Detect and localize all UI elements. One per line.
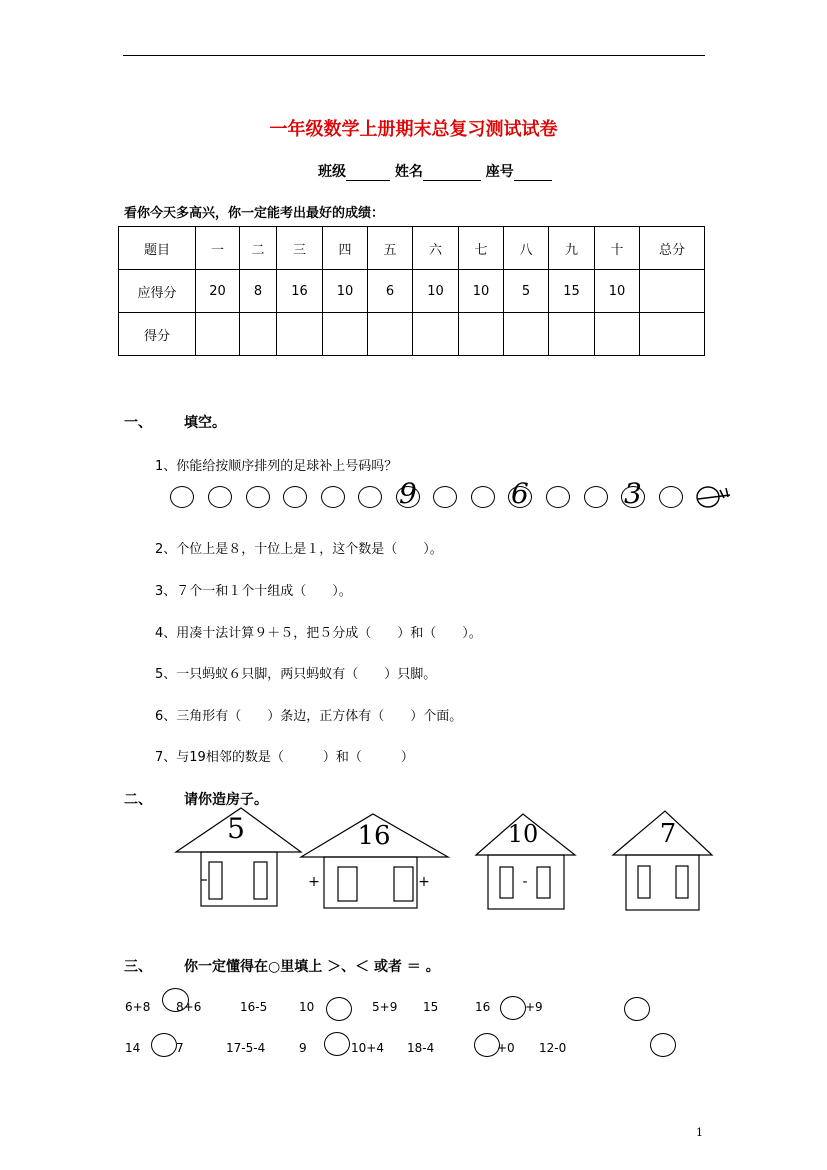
table-row-score bbox=[119, 313, 705, 356]
ball-partial-icon bbox=[694, 482, 734, 510]
compare-oval[interactable] bbox=[624, 997, 650, 1021]
compare-item: 12-0 bbox=[539, 1041, 567, 1055]
question-7: 7、与19相邻的数是（ ）和（ ） bbox=[155, 750, 414, 765]
ball-blank[interactable] bbox=[546, 486, 570, 508]
table-cell: 十 bbox=[595, 227, 640, 270]
ball-blank[interactable] bbox=[584, 486, 608, 508]
question-3: 3、７个一和１个十组成（ ）。 bbox=[155, 584, 352, 599]
student-info bbox=[318, 161, 552, 181]
ball-number: 6 bbox=[511, 477, 529, 510]
table-row-points bbox=[119, 270, 705, 313]
score-input-cell[interactable] bbox=[549, 313, 595, 356]
compare-oval[interactable] bbox=[324, 1032, 350, 1056]
ball-numbered bbox=[508, 477, 532, 510]
score-input-cell[interactable] bbox=[504, 313, 549, 356]
table-cell: 15 bbox=[549, 270, 595, 313]
page-number: 1 bbox=[696, 1126, 703, 1139]
class-label: 班级 bbox=[318, 164, 346, 180]
section1-number: 一、 bbox=[124, 415, 152, 431]
score-input-cell[interactable] bbox=[323, 313, 368, 356]
score-input-cell[interactable] bbox=[640, 313, 705, 356]
compare-item: 10 bbox=[299, 1000, 315, 1014]
score-input-cell[interactable] bbox=[368, 313, 413, 356]
section2-number: 二、 bbox=[124, 792, 152, 808]
table-cell: 九 bbox=[549, 227, 595, 270]
houses-figure bbox=[170, 800, 720, 915]
compare-item: 15 bbox=[423, 1000, 439, 1014]
header-rule bbox=[123, 55, 705, 56]
compare-item: +9 bbox=[525, 1000, 543, 1014]
ball-blank[interactable] bbox=[433, 486, 457, 508]
question-4: 4、用凑十法计算９＋５，把５分成（ ）和（ ）。 bbox=[155, 626, 482, 641]
ball-numbered bbox=[621, 477, 645, 510]
section3-title: 你一定懂得在○里填上 ＞、＜ 或者 ＝ 。 bbox=[184, 959, 440, 975]
table-cell: 20 bbox=[196, 270, 240, 313]
score-input-cell[interactable] bbox=[196, 313, 240, 356]
house-number: 16 bbox=[357, 821, 391, 851]
compare-item: 5+9 bbox=[372, 1000, 398, 1014]
table-cell: 二 bbox=[240, 227, 277, 270]
question-2: 2、个位上是８，十位上是１，这个数是（ ）。 bbox=[155, 542, 443, 557]
compare-item: 18-4 bbox=[407, 1041, 435, 1055]
house-operator: - bbox=[522, 874, 528, 890]
ball-blank[interactable] bbox=[246, 486, 270, 508]
score-input-cell[interactable] bbox=[459, 313, 504, 356]
table-cell: 16 bbox=[277, 270, 323, 313]
table-cell: 三 bbox=[277, 227, 323, 270]
page-title: 一年级数学上册期末总复习测试试卷 bbox=[269, 119, 558, 140]
compare-oval[interactable] bbox=[650, 1033, 676, 1057]
question-1: 1、你能给按顺序排列的足球补上号码吗？ bbox=[155, 459, 398, 474]
table-cell: 10 bbox=[459, 270, 504, 313]
compare-item: +0 bbox=[497, 1041, 515, 1055]
compare-item: 7 bbox=[176, 1041, 184, 1055]
table-cell: 应得分 bbox=[119, 270, 196, 313]
table-cell: 八 bbox=[504, 227, 549, 270]
seat-label: 座号 bbox=[485, 164, 514, 180]
question-5: 5、一只蚂蚁６只脚，两只蚂蚁有（ ）只脚。 bbox=[155, 667, 437, 682]
section2-title: 请你造房子。 bbox=[184, 792, 268, 808]
table-cell: 题目 bbox=[119, 227, 196, 270]
ball-blank[interactable] bbox=[208, 486, 232, 508]
intro-text: 看你今天多高兴，你一定能考出最好的成绩： bbox=[124, 206, 385, 221]
score-input-cell[interactable] bbox=[413, 313, 459, 356]
table-cell: 10 bbox=[413, 270, 459, 313]
ball-numbered bbox=[396, 477, 420, 510]
score-input-cell[interactable] bbox=[240, 313, 277, 356]
table-cell: 6 bbox=[368, 270, 413, 313]
compare-item: 8+6 bbox=[176, 1000, 202, 1014]
table-cell: 总分 bbox=[640, 227, 705, 270]
name-blank[interactable] bbox=[423, 166, 481, 181]
ball-blank[interactable] bbox=[283, 486, 307, 508]
compare-item: 10+4 bbox=[351, 1041, 384, 1055]
compare-oval[interactable] bbox=[151, 1033, 177, 1057]
score-table bbox=[118, 226, 705, 356]
compare-item: 16-5 bbox=[240, 1000, 268, 1014]
compare-oval[interactable] bbox=[500, 996, 526, 1020]
ball-blank[interactable] bbox=[358, 486, 382, 508]
score-input-cell[interactable] bbox=[277, 313, 323, 356]
table-cell bbox=[640, 270, 705, 313]
house-number: 5 bbox=[227, 812, 245, 845]
ball-blank[interactable] bbox=[170, 486, 194, 508]
section1-title: 填空。 bbox=[184, 415, 226, 431]
compare-item: 6+8 bbox=[125, 1000, 151, 1014]
table-cell: 10 bbox=[595, 270, 640, 313]
house-number: 7 bbox=[659, 819, 677, 849]
table-cell: 8 bbox=[240, 270, 277, 313]
compare-item: 17-5-4 bbox=[226, 1041, 266, 1055]
house-operator: + bbox=[308, 874, 320, 890]
question-6: 6、三角形有（ ）条边，正方体有（ ）个面。 bbox=[155, 709, 463, 724]
table-cell: 得分 bbox=[119, 313, 196, 356]
table-cell: 一 bbox=[196, 227, 240, 270]
table-cell: 六 bbox=[413, 227, 459, 270]
ball-blank[interactable] bbox=[471, 486, 495, 508]
ball-number: 3 bbox=[624, 477, 642, 510]
ball-blank[interactable] bbox=[659, 486, 683, 508]
class-blank[interactable] bbox=[346, 166, 390, 181]
table-cell: 五 bbox=[368, 227, 413, 270]
table-cell: 七 bbox=[459, 227, 504, 270]
compare-item: 16 bbox=[475, 1000, 491, 1014]
house-operator: + bbox=[418, 874, 430, 890]
name-label: 姓名 bbox=[394, 164, 423, 180]
section3-number: 三、 bbox=[124, 959, 152, 975]
house-number: 10 bbox=[507, 820, 539, 848]
compare-oval[interactable] bbox=[326, 997, 352, 1021]
table-cell: 5 bbox=[504, 270, 549, 313]
seat-blank[interactable] bbox=[514, 166, 552, 181]
table-header-row bbox=[119, 227, 705, 270]
score-input-cell[interactable] bbox=[595, 313, 640, 356]
ball-number: 9 bbox=[399, 477, 417, 510]
table-cell: 10 bbox=[323, 270, 368, 313]
ball-blank[interactable] bbox=[321, 486, 345, 508]
compare-item: 14 bbox=[125, 1041, 141, 1055]
compare-item: 9 bbox=[299, 1041, 307, 1055]
table-cell: 四 bbox=[323, 227, 368, 270]
